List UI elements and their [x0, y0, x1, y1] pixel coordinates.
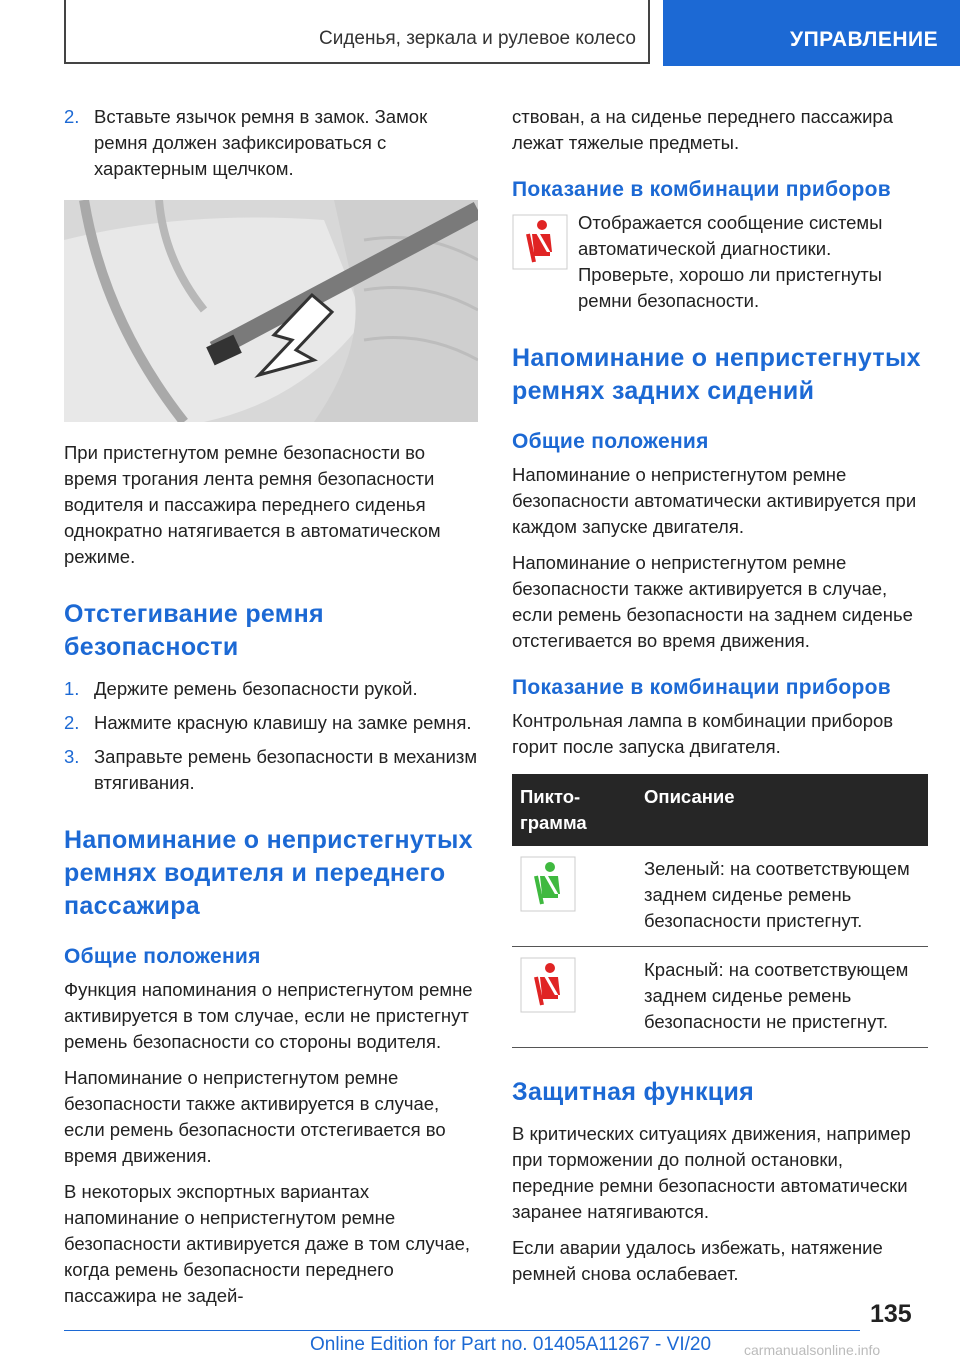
- paragraph: При пристегнутом ремне безопасности во время трогания лента ремня безопасности водителя и пассажира переднего сиденья однократно натягивается в автоматическом режиме.: [64, 442, 441, 567]
- paragraph: В некоторых экспортных вариантах напоминание о непристегнутом ремне безопасности активируется даже в том случае, когда ремень безопасности переднего пассажира не задей-: [64, 1181, 471, 1306]
- table-header-row: [512, 774, 928, 846]
- paragraph: Контрольная лампа в комбинации приборов горит после запуска двигателя.: [512, 710, 894, 757]
- step-text: Заправьте ремень безопасности в механизм втягивания.: [94, 746, 478, 793]
- list-item: [64, 676, 478, 702]
- right-column: [512, 104, 928, 1297]
- section-heading: Напоминание о непристегнутых ремнях задних сидений: [512, 344, 921, 405]
- paragraph: Функция напоминания о непристегнутом ремне активируется в том случае, если не пристегнут ремень безопасности со стороны водителя.: [64, 979, 473, 1052]
- section-heading: Защитная функция: [512, 1078, 754, 1106]
- indicator-table: [512, 774, 928, 1048]
- paragraph: ствован, а на сиденье переднего пассажира лежат тяжелые предметы.: [512, 106, 893, 153]
- column-header-description: Описание: [636, 774, 928, 846]
- chapter-tab[interactable]: [663, 0, 960, 66]
- warning-message: [512, 210, 928, 314]
- warning-text: Отображается сообщение системы автоматической диагностики. Проверьте, хорошо ли пристегнуты ремни безопасности.: [578, 212, 883, 311]
- chapter-label: УПРАВЛЕНИЕ: [790, 28, 939, 51]
- section-heading: Напоминание о непристегнутых ремнях водителя и переднего пассажира: [64, 826, 473, 920]
- step-number: 3.: [64, 746, 80, 767]
- table-row: [512, 846, 928, 947]
- subsection-heading: Показание в комбинации приборов: [512, 676, 891, 699]
- seatbelt-green-icon: [520, 895, 576, 916]
- edition-note: Online Edition for Part no. 01405A11267 - VI/20: [310, 1334, 712, 1355]
- subsection-heading: Общие положения: [512, 430, 709, 453]
- step-text: Нажмите красную клавишу на замке ремня.: [94, 712, 472, 733]
- page-number: 135: [870, 1300, 912, 1328]
- pictogram-cell: [512, 846, 636, 947]
- footer-divider: [64, 1330, 860, 1331]
- paragraph: Если аварии удалось избежать, натяжение ремней снова ослабевает.: [512, 1237, 883, 1284]
- paragraph: Напоминание о непристегнутом ремне безопасности автоматически активируется при каждом запуске двигателя.: [512, 464, 917, 537]
- list-item: [64, 104, 478, 182]
- left-column: [64, 104, 478, 1319]
- pictogram-cell: [512, 947, 636, 1048]
- list-item: [64, 744, 478, 796]
- subsection-heading: Общие положения: [64, 945, 261, 968]
- header-box: [64, 0, 650, 64]
- description-cell: Зеленый: на соответствующем заднем сиденье ремень безопасности пристегнут.: [636, 846, 928, 947]
- step-number: 2.: [64, 712, 80, 733]
- seatbelt-red-icon: [520, 996, 576, 1017]
- column-header-pictogram: Пикто-грамма: [512, 774, 636, 846]
- step-number: 1.: [64, 678, 80, 699]
- step-text: Держите ремень безопасности рукой.: [94, 678, 418, 699]
- description-cell: Красный: на соответствующем заднем сиденье ремень безопасности не пристегнут.: [636, 947, 928, 1048]
- seatbelt-warning-icon: [512, 214, 568, 277]
- paragraph: Напоминание о непристегнутом ремне безопасности также активируется в случае, если ремень безопасности отстегивается во время движения.: [64, 1067, 446, 1166]
- step-number: 2.: [64, 106, 80, 127]
- section-title: Сиденья, зеркала и рулевое колесо: [319, 28, 636, 49]
- section-heading: Отстегивание ремня безопасности: [64, 600, 324, 661]
- paragraph: Напоминание о непристегнутом ремне безопасности также активируется в случае, если ремень безопасности на заднем сиденье отстегивается во время движения.: [512, 552, 913, 651]
- paragraph: В критических ситуациях движения, например при торможении до полной остановки, передние ремни безопасности автоматически заранее натягиваются.: [512, 1123, 911, 1222]
- seatbelt-photo: [64, 200, 478, 422]
- subsection-heading: Показание в комбинации приборов: [512, 178, 891, 201]
- watermark: carmanualsonline.info: [744, 1342, 881, 1358]
- list-item: [64, 710, 478, 736]
- step-text: Вставьте язычок ремня в замок. Замок ремня должен зафиксироваться с характерным щелчком.: [94, 106, 428, 179]
- table-row: [512, 947, 928, 1048]
